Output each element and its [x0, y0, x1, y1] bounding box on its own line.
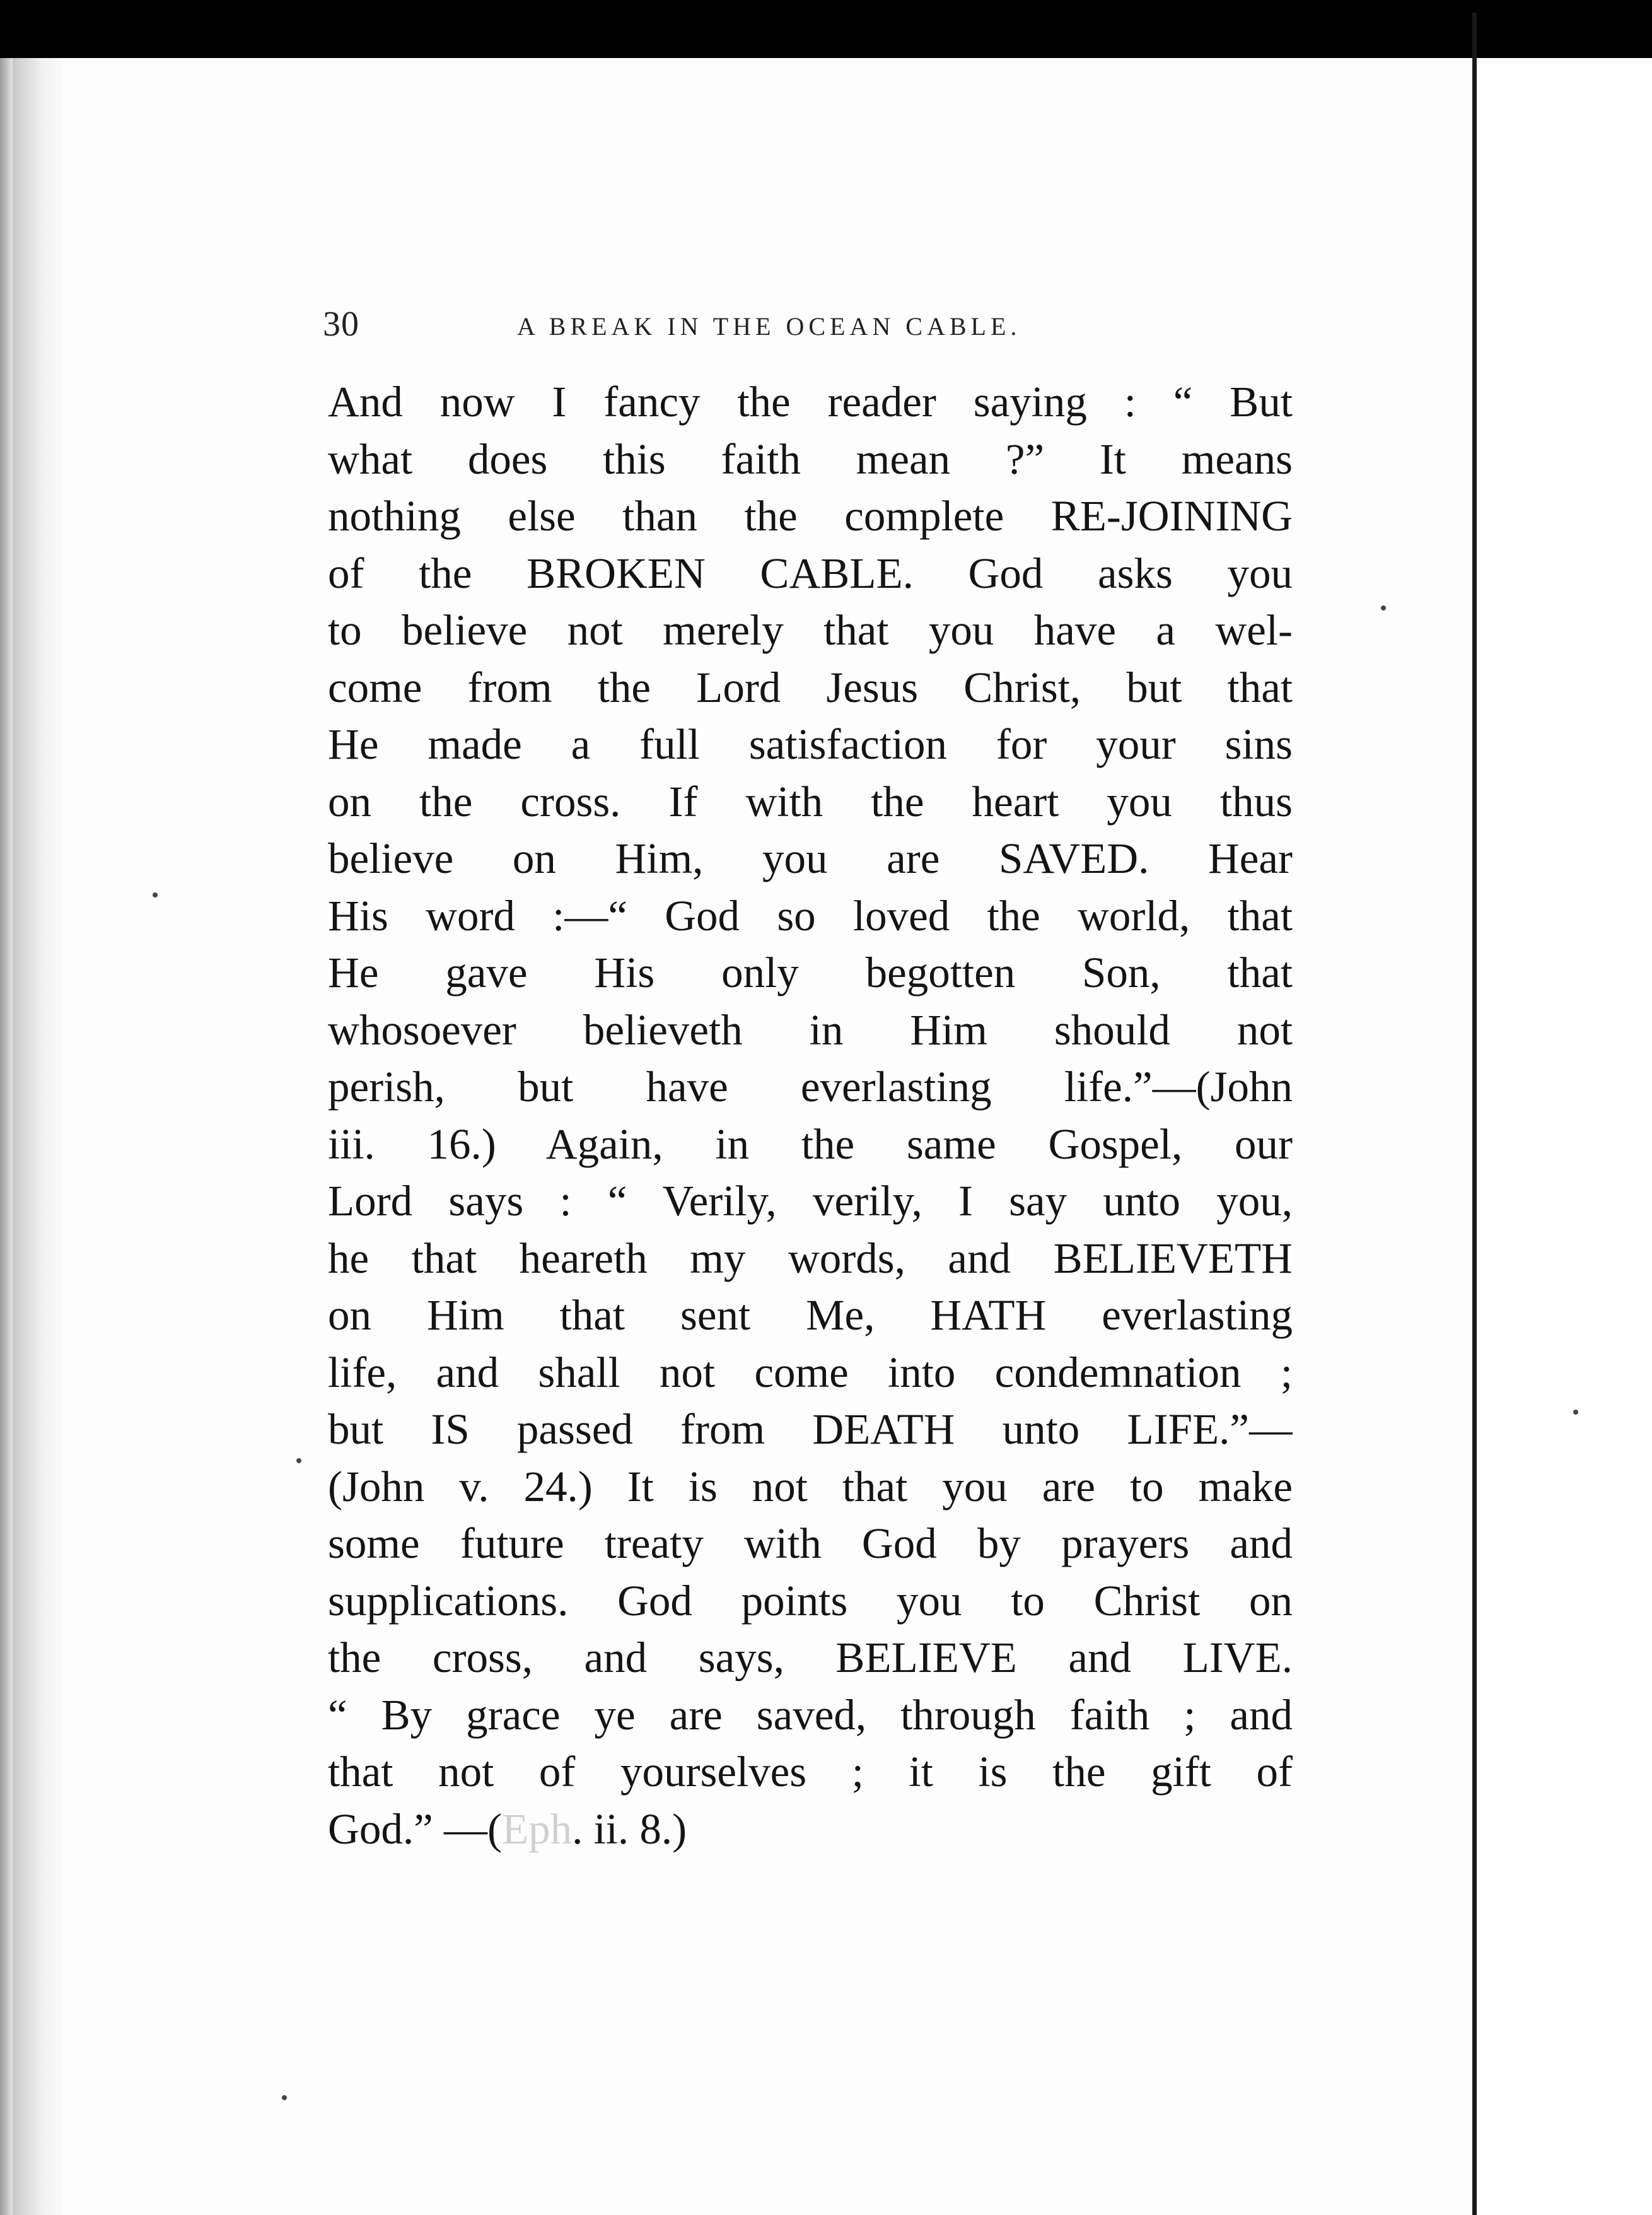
adjacent-page	[1477, 58, 1652, 2215]
text-line: nothing else than the complete RE-JOINING	[328, 492, 1293, 540]
citation-start: God.” —(	[328, 1804, 502, 1853]
text-line: of the BROKEN CABLE. God asks you	[328, 549, 1293, 597]
text-line: supplications. God points you to Christ on	[328, 1576, 1293, 1625]
page-edge	[13, 58, 63, 2215]
text-line: believe on Him, you are SAVED. Hear	[328, 834, 1293, 882]
citation-end: . ii. 8.)	[572, 1804, 687, 1853]
page-number: 30	[323, 305, 359, 344]
text-line: come from the Lord Jesus Christ, but that	[328, 663, 1293, 711]
dust-speck	[153, 892, 158, 897]
text-line: He made a full satisfaction for your sins	[328, 720, 1293, 768]
body-text	[328, 373, 1293, 1857]
text-line: some future treaty with God by prayers and	[328, 1519, 1293, 1567]
running-head	[323, 304, 1105, 348]
text-line: to believe not merely that you have a wel-	[328, 606, 1293, 654]
book-spine-shadow	[0, 58, 13, 2215]
faded-citation: Eph	[501, 1804, 573, 1853]
text-line: “ By grace ye are saved, through faith ; and	[328, 1690, 1293, 1739]
text-line: His word :—“ God so loved the world, that	[328, 891, 1293, 940]
text-line: And now I fancy the reader saying : “ But	[328, 378, 1293, 426]
running-title: A BREAK IN THE OCEAN CABLE.	[517, 312, 1021, 341]
dust-speck	[282, 2095, 287, 2100]
text-line: (John v. 24.) It is not that you are to make	[328, 1462, 1293, 1511]
text-line-last	[328, 1801, 1293, 1858]
scan-border-top	[0, 0, 1652, 58]
text-line: Lord says : “ Verily, verily, I say unto you,	[328, 1177, 1293, 1225]
dust-speck	[296, 1458, 301, 1463]
text-line: he that heareth my words, and BELIEVETH	[328, 1234, 1293, 1282]
text-line: the cross, and says, BELIEVE and LIVE.	[328, 1633, 1293, 1681]
text-line: whosoever believeth in Him should not	[328, 1005, 1293, 1054]
text-line: iii. 16.) Again, in the same Gospel, our	[328, 1119, 1293, 1168]
text-line: perish, but have everlasting life.”—(John	[328, 1063, 1293, 1111]
text-line: on the cross. If with the heart you thus	[328, 777, 1293, 826]
text-line: what does this faith mean ?” It means	[328, 435, 1293, 483]
text-line: but IS passed from DEATH unto LIFE.”—	[328, 1405, 1293, 1453]
text-line: that not of yourselves ; it is the gift of	[328, 1748, 1293, 1796]
gutter-line	[1472, 13, 1477, 2215]
text-line: He gave His only begotten Son, that	[328, 949, 1293, 996]
dust-speck	[1381, 605, 1386, 611]
text-line: on Him that sent Me, HATH everlasting	[328, 1291, 1293, 1339]
dust-speck	[1573, 1410, 1578, 1415]
text-line: life, and shall not come into condemnation ;	[328, 1348, 1293, 1396]
